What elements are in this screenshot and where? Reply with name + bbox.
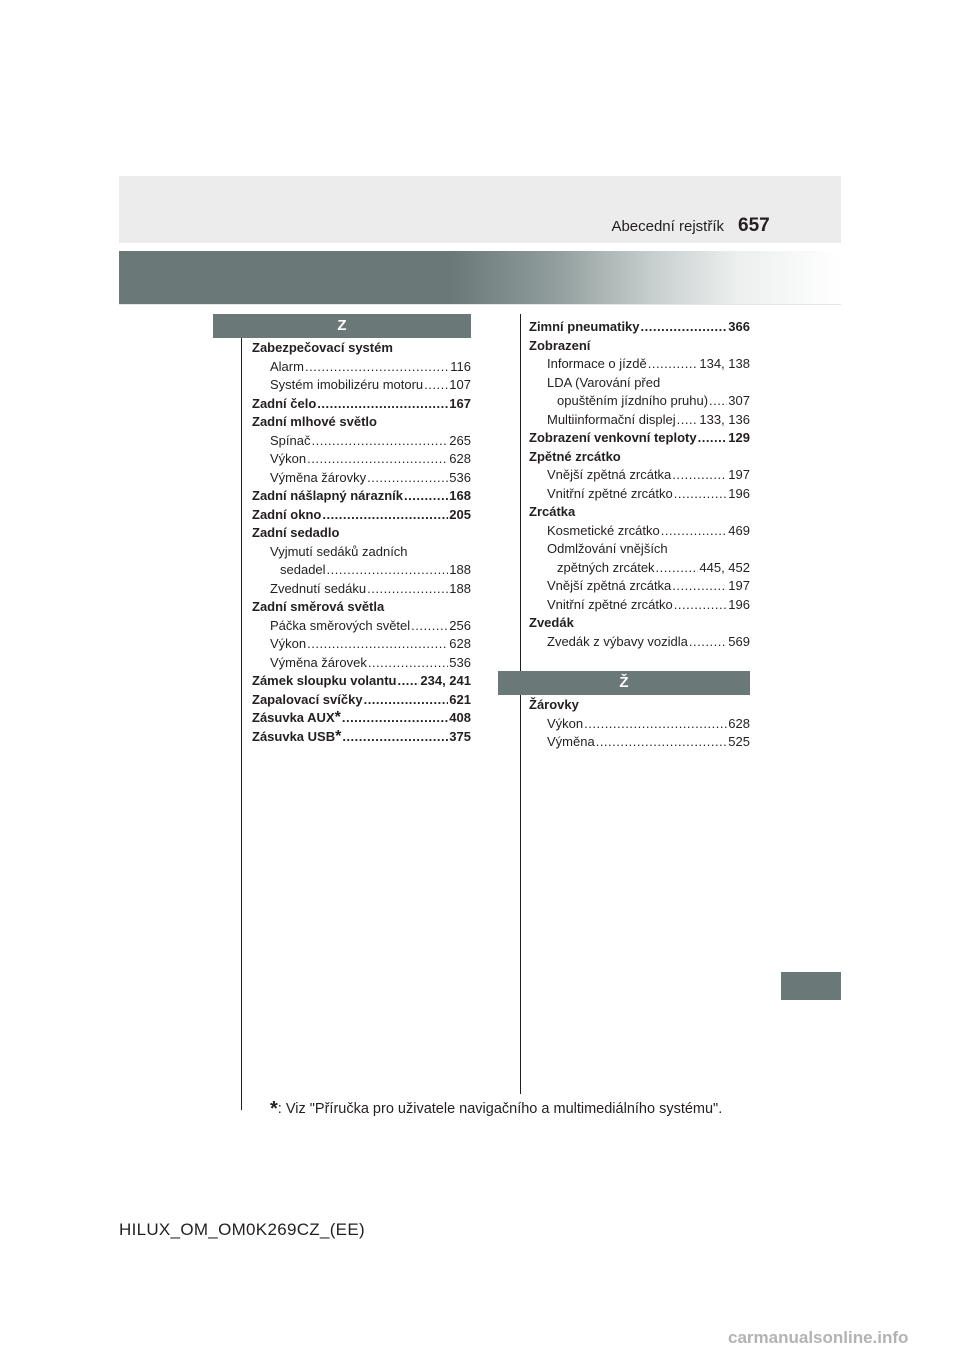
index-entry-page: 265 [449,432,471,448]
index-entry [252,358,471,377]
dot-leader [311,432,448,451]
dot-leader [674,485,728,504]
index-entry [252,506,471,525]
dot-leader [661,522,728,541]
index-entry: Zásuvka AUX * ..... 408 [252,709,471,728]
index-entry-term: LDA (Varování před [547,374,661,390]
index-entry-page: 205 [449,506,471,522]
index-entry-term: Vyjmutí sedáků zadních [270,543,408,559]
index-entry-term: Výkon [270,636,307,651]
dot-leader [307,450,448,469]
index-entry-term: Spínač [270,432,311,448]
index-entry [529,429,750,448]
index-entry [529,715,750,734]
index-entry-page: 375 [449,728,471,744]
index-entry-term: Zobrazení venkovní teploty [529,430,697,445]
dot-leader [342,728,448,747]
dot-leader [656,559,699,578]
index-entry [529,355,750,374]
index-entry [529,392,750,411]
dot-leader [596,733,728,752]
dot-leader [305,358,449,377]
index-entry-page: 445, 452 [699,559,750,575]
index-entry [252,543,471,562]
footnote-asterisk: * [270,1098,278,1120]
index-entry [529,411,750,430]
index-entry-page: 107 [449,377,471,392]
index-entry-term: Zadní nášlapný nárazník [252,488,403,503]
index-entry [529,448,750,467]
index-entry-term: Výkon [547,715,584,731]
index-side-tab [781,972,841,1000]
index-entry-term: Zrcátka [529,504,576,519]
dot-leader [641,318,728,337]
index-entry [252,432,471,451]
page-number: 657 [738,215,770,236]
dot-leader [648,355,699,374]
dot-leader [698,429,728,448]
index-entry-term: sedadel [280,562,326,577]
index-entry [252,561,471,580]
index-entry-page: 525 [728,734,750,749]
index-entry [529,503,750,522]
dot-leader [307,635,448,654]
index-entry-page: 168 [449,488,471,503]
watermark: carmanualsonline.info [728,1328,909,1347]
index-column-left [252,339,471,746]
right-column-rule [520,314,521,1094]
index-entry-term: Informace o jízdě [547,356,647,371]
index-entry-term: Zimní pneumatiky [529,319,640,334]
index-entry-page: 188 [449,580,471,596]
index-entry-term: Zvedák z výbavy vozidla [547,633,688,649]
index-entry-term: Zadní sedadlo [252,525,340,540]
index-entry-page: 188 [449,562,471,577]
index-entry-page: 197 [728,578,750,593]
index-entry-term: Zpětné zrcátko [529,448,621,464]
index-entry [252,617,471,636]
index-entry-term: Vnitřní zpětné zrcátko [547,596,673,612]
index-entry-page: 197 [728,467,750,482]
index-entry [252,691,471,710]
dot-leader [424,376,448,395]
index-entry-term: Zapalovací svíčky [252,691,363,707]
index-entry-term: Zámek sloupku volantu [252,673,397,688]
index-entry-page: 196 [728,485,750,501]
index-entry-term: Výměna žárovky [270,469,367,485]
index-entry-term: Výměna žárovek [270,654,367,670]
index-entry-term: Zásuvka AUX [252,710,335,725]
index-entry-term: Kosmetické zrcátko [547,522,660,538]
letter-header-z: Z [213,314,471,338]
footnote [270,1098,722,1121]
index-entry-term: Zobrazení [529,337,591,353]
index-entry-page: 307 [728,393,750,408]
index-entry-page: 234, 241 [420,673,471,688]
dot-leader [322,506,448,525]
index-entry-page: 536 [449,469,471,485]
header-band [119,176,841,243]
header-rule [119,304,841,305]
index-entry-page: 408 [449,710,471,725]
index-entry [252,580,471,599]
index-entry [529,522,750,541]
index-entry-page: 569 [728,633,750,649]
index-entry [529,596,750,615]
index-entry-term: Zadní směrová světla [252,599,385,614]
dot-leader [327,561,449,580]
index-entry-term: Páčka směrových světel [270,617,411,633]
index-entry-term: zpětných zrcátek [557,559,655,575]
index-entry-term: Odmlžování vnějších [547,541,668,556]
index-entry-term: Zadní čelo [252,395,317,411]
index-entry-page: 621 [449,691,471,707]
index-entry-term: Zvednutí sedáku [270,580,367,596]
index-entry-page: 129 [728,430,750,445]
dot-leader [411,617,448,636]
index-entry-page: 366 [728,319,750,334]
dot-leader [397,672,419,691]
dot-leader [404,487,448,506]
left-column-rule [241,314,242,1110]
index-entry-page: 628 [449,451,471,466]
index-entry-term: Výměna [547,734,595,749]
index-entry [529,696,750,715]
index-entry-page: 536 [449,654,471,670]
dot-leader [342,709,448,728]
index-entry-term: Vnitřní zpětné zrcátko [547,485,673,501]
index-entry [529,559,750,578]
footnote-text: : Viz "Příručka pro uživatele navigačního a multimediálního systému". [277,1101,723,1117]
index-entry [529,337,750,356]
index-entry-term: Vnější zpětná zrcátka [547,467,672,482]
index-entry [529,374,750,393]
dot-leader [672,577,727,596]
gradient-band [119,251,841,304]
dot-leader [689,633,727,652]
index-entry [252,524,471,543]
index-entry-term: Systém imobilizéru motoru [270,377,424,392]
dot-leader [674,596,728,615]
index-entry-term: Zadní okno [252,506,322,522]
index-column-right-zh [529,696,750,752]
index-entry [252,598,471,617]
section-title: Abecední rejstřík [611,218,724,235]
index-entry-page: 628 [449,636,471,651]
index-entry-term: Zadní mlhové světlo [252,414,377,429]
index-entry-term: Alarm [270,358,304,374]
index-entry [529,614,750,633]
index-entry-page: 133, 136 [699,411,750,427]
index-entry [252,672,471,691]
letter-header-zh: Ž [498,671,750,695]
dot-leader [364,691,449,710]
index-entry-page: 116 [450,358,471,374]
dot-leader [672,466,727,485]
index-column-right-z [529,318,750,651]
index-entry-term: Zabezpečovací systém [252,340,393,355]
index-entry-page: 196 [728,596,750,612]
index-entry-term: Výkon [270,451,307,466]
dot-leader [677,411,699,430]
index-entry-term: opuštěním jízdního pruhu) [557,393,709,408]
dot-leader [368,654,448,673]
index-entry [529,540,750,559]
dot-leader [367,580,448,599]
dot-leader [367,469,448,488]
index-entry-page: 134, 138 [699,356,750,371]
dot-leader [317,395,448,414]
index-entry [252,339,471,358]
model-code: HILUX_OM_OM0K269CZ_(EE) [119,1220,365,1239]
index-entry [252,469,471,488]
index-entry [252,635,471,654]
index-entry [529,633,750,652]
index-entry-term: Vnější zpětná zrcátka [547,578,672,593]
index-entry [529,318,750,337]
index-entry [529,485,750,504]
index-entry-term: Zvedák [529,615,574,630]
dot-leader [584,715,727,734]
index-entry [252,395,471,414]
index-entry [252,376,471,395]
index-entry-page: 256 [449,617,471,633]
index-entry: Zásuvka USB * ..... 375 [252,728,471,747]
index-entry-page: 469 [728,522,750,538]
index-entry [529,577,750,596]
index-entry [529,733,750,752]
index-entry [252,654,471,673]
dot-leader [709,392,727,411]
index-entry-page: 167 [449,395,471,411]
index-entry [252,413,471,432]
index-entry-term: Multiinformační displej [547,411,676,427]
index-entry [252,450,471,469]
index-entry [529,466,750,485]
index-entry [252,487,471,506]
index-entry-term: Zásuvka USB [252,728,336,744]
index-entry-page: 628 [728,715,750,731]
index-entry-term: Žárovky [529,697,579,712]
